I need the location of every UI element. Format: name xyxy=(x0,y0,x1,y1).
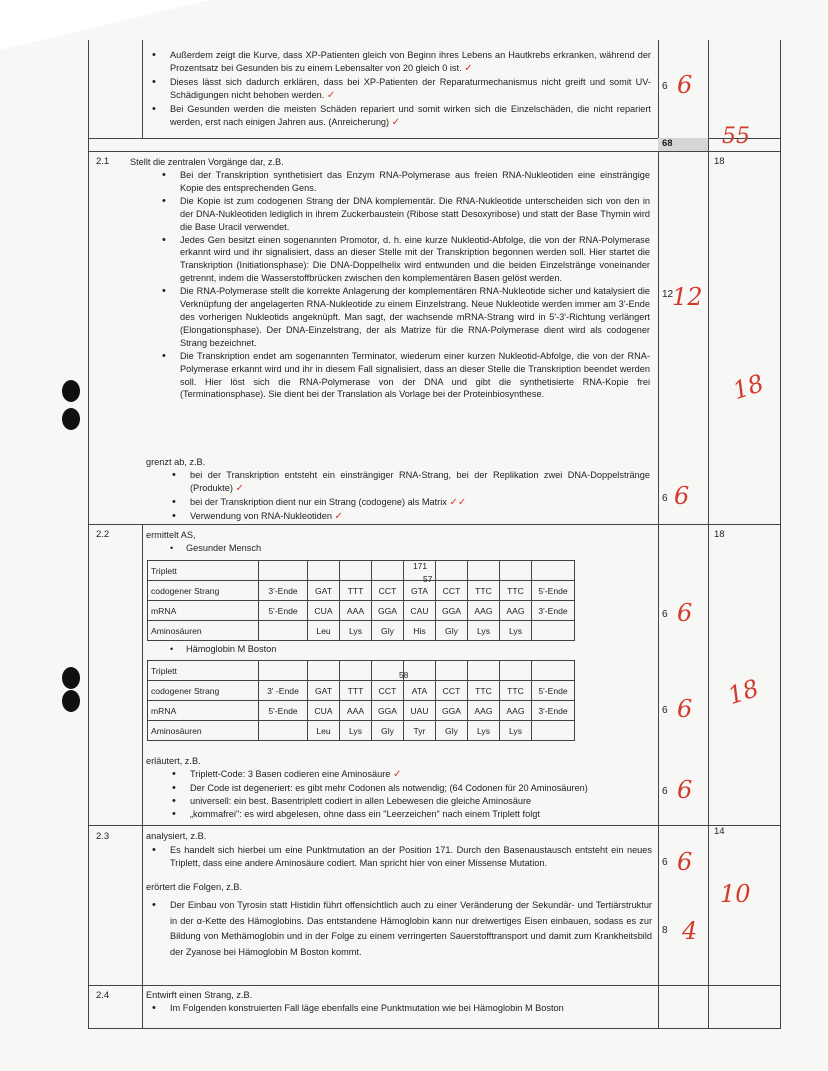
list-item: • Die Transkription endet am sogenannten Terminator, wiederum einer kurzen Nukleotid-Abfolge, die von der RNA-Polymerase erkannt wird und ihr in diesem Fall signalisiert, dass an dieser Stelle die Transkription beendet werden soll. Hier löst sich die RNA-Polymerase von der DNA und gibt die synthetisierte RNA-Kopie frei (Terminationsphase). Sie dient bei der Translation als Vorlage bei der Proteinbiosynthese. xyxy=(156,350,650,402)
score-printed: 6 xyxy=(662,705,668,716)
analysis-bullets xyxy=(146,844,652,870)
list-item: • bei der Transkription entsteht ein einsträngiger RNA-Strang, bei der Replikation zwei DNA-Doppelstränge (Produkte) ✓ xyxy=(166,469,650,496)
list-item: • „kommafrei": es wird abgelesen, ohne dass ein "Leerzeichen" nach einem Triplett folgt xyxy=(166,808,656,821)
section-max-points: 14 xyxy=(714,826,725,837)
list-item: • Der Code ist degeneriert: es gibt mehr Codonen als notwendig; (64 Codonen für 20 Aminosäuren) xyxy=(166,782,656,795)
table-row: Aminosäuren Leu Lys Gly Tyr Gly Lys Lys xyxy=(148,721,575,741)
score-handwritten: 6 xyxy=(674,482,690,510)
punch-hole xyxy=(62,667,80,689)
draft-bullets xyxy=(146,1002,656,1015)
score-handwritten: 6 xyxy=(677,848,693,876)
score-printed: 6 xyxy=(662,786,668,797)
section-subheading: erörtert die Folgen, z.B. xyxy=(146,882,243,892)
section-subheading: grenzt ab, z.B. xyxy=(146,457,206,467)
score-printed: 6 xyxy=(662,609,668,620)
score-handwritten: 6 xyxy=(677,776,693,804)
section-intro: Entwirft einen Strang, z.B. xyxy=(146,990,253,1000)
score-printed: 6 xyxy=(662,81,668,92)
score-handwritten: 4 xyxy=(682,917,698,945)
score-handwritten: 6 xyxy=(677,695,693,723)
list-item: • Im Folgenden konstruierten Fall läge ebenfalls eine Punktmutation wie bei Hämoglobin M Boston xyxy=(146,1002,656,1015)
list-item: • universell: ein best. Basentriplett codiert in allen Lebewesen die gleiche Aminosäure xyxy=(166,795,656,808)
section-max-points: 18 xyxy=(714,156,725,167)
list-item: • Die RNA-Polymerase stellt die korrekte Anlagerung der komplementären RNA-Nukleotide sicher und katalysiert die Verknüpfung der angelagerten RNA-Nukleotide zu einem Einzelstrang. Neue Nukleotide werden immer am 3'-Ende des vorherigen Nukleotids angeknüpft. Man sagt, der wachsende mRNA-Strang wird in 5'-3'-Richtung verlängert (Elongationsphase). Der DNA-Einzelstrang, der als Matrize für die RNA-Polymerase dient wird als codogener Strang bezeichnet. xyxy=(156,285,650,350)
total-score-handwritten: 55 xyxy=(722,124,750,149)
table-row: Triplett xyxy=(148,661,575,681)
transcription-bullets xyxy=(156,169,650,401)
score-handwritten: 6 xyxy=(677,71,693,99)
position-label: 57 xyxy=(423,574,433,584)
position-label: 171 xyxy=(413,561,427,571)
punch-hole xyxy=(62,408,80,430)
list-item: • bei der Transkription dient nur ein Strang (codogene) als Matrix ✓✓ xyxy=(166,496,650,510)
list-item: • Außerdem zeigt die Kurve, dass XP-Patienten gleich von Beginn ihres Lebens an Hautkrebs erkranken, während der Prozentsatz bei Gesunden bis zu einem Lebensalter von 20 gleich 0 ist. ✓ xyxy=(146,49,651,76)
section-subheading: erläutert, z.B. xyxy=(146,756,201,766)
score-handwritten: 12 xyxy=(672,283,703,311)
table-row: codogener Strang 3'-Ende GAT TTT CCT GTA CCT TTC TTC 5'-Ende xyxy=(148,581,575,601)
punch-hole xyxy=(62,380,80,402)
list-item: • Dieses lässt sich dadurch erklären, dass bei XP-Patienten der Reparaturmechanismus nicht greift und somit UV-Schädigungen nicht behoben werden. ✓ xyxy=(146,76,651,103)
section-max-points: 18 xyxy=(714,529,725,540)
code-property-bullets xyxy=(166,768,656,821)
list-item: • Bei der Transkription synthetisiert das Enzym RNA-Polymerase aus freien RNA-Nukleotiden eine einsträngige Kopie des entsprechenden Gens. xyxy=(156,169,650,195)
score-handwritten: 6 xyxy=(677,599,693,627)
list-item: • Die Kopie ist zum codogenen Strang der DNA komplementär. Die RNA-Nukleotide unterscheiden sich von den in der DNA-Nukleotiden lediglich in ihrem Zuckerbaustein (Ribose statt Desoxyribose) und statt der Base Thymin wird die Base Uracil verwendet. xyxy=(156,195,650,234)
table-row: mRNA 5'-Ende CUA AAA GGA UAU GGA AAG AAG 3'-Ende xyxy=(148,701,575,721)
sequence-table-mutant xyxy=(147,660,575,741)
score-printed: 6 xyxy=(662,857,668,868)
list-item: • Bei Gesunden werden die meisten Schäden repariert und somit wirken sich die Einzelschäden, die nicht repariert werden, erst nach einigen Jahren aus. (Anreicherung) ✓ xyxy=(146,103,651,130)
table-caption: • Hämoglobin M Boston xyxy=(170,644,277,654)
section-handwritten-points: 18 xyxy=(724,673,763,711)
table-row: codogener Strang 3' -Ende GAT TTT CCT ATA CCT TTC TTC 5'-Ende xyxy=(148,681,575,701)
section-intro: Stellt die zentralen Vorgänge dar, z.B. xyxy=(130,157,284,167)
list-item: • Triplett-Code: 3 Basen codieren eine Aminosäure ✓ xyxy=(166,768,656,782)
consequence-bullets xyxy=(146,898,652,960)
score-printed: 12 xyxy=(662,289,674,300)
list-item: • Es handelt sich hierbei um eine Punktmutation an der Position 171. Durch den Basenaustausch entsteht ein neues Triplett, dass eine andere Aminosäure codiert. Man spricht hier von einer Missense Mutation. xyxy=(146,844,652,870)
top-bullets xyxy=(146,49,651,129)
punch-hole xyxy=(62,690,80,712)
section-intro: ermittelt AS, xyxy=(146,530,196,540)
score-printed: 8 xyxy=(662,925,668,936)
table-row: mRNA 5'-Ende CUA AAA GGA CAU GGA AAG AAG 3'-Ende xyxy=(148,601,575,621)
table-caption: • Gesunder Mensch xyxy=(170,543,262,553)
folded-corner xyxy=(0,0,210,50)
total-score-printed: 68 xyxy=(658,138,708,151)
section-number: 2.3 xyxy=(96,831,110,842)
section-number: 2.1 xyxy=(96,156,110,167)
section-handwritten-points: 10 xyxy=(720,880,751,908)
table-row: Triplett xyxy=(148,561,575,581)
table-row: Aminosäuren Leu Lys Gly His Gly Lys Lys xyxy=(148,621,575,641)
list-item: • Verwendung von RNA-Nukleotiden ✓ xyxy=(166,510,650,524)
section-handwritten-points: 18 xyxy=(729,368,768,406)
section-number: 2.2 xyxy=(96,529,110,540)
score-printed: 6 xyxy=(662,493,668,504)
section-intro: analysiert, z.B. xyxy=(146,831,207,841)
list-item: • Der Einbau von Tyrosin statt Histidin führt offensichtlich auch zu einer Veränderung der Sekundär- und Tertiärstruktur in der α-Kette des Hämoglobins. Das entstandene Hämoglobin kann nur dreiwertiges Eisen einbauen, sodass es zur Bildung von Methämoglobin und in der Folge zu einem verringerten Sauerstofftransport und damit zum Krankheitsbild der Zyanose bei Hämoglobin M Boston kommt. xyxy=(146,898,652,960)
delimitation-bullets xyxy=(166,469,650,524)
sequence-table-healthy xyxy=(147,560,575,641)
section-number: 2.4 xyxy=(96,990,110,1001)
list-item: • Jedes Gen besitzt einen sogenannten Promotor, d. h. eine kurze Nukleotid-Abfolge, die von der RNA-Polymerase erkannt wird und ihr signalisiert, dass an dieser Stelle mit der Transkription begonnen werden soll. Hier startet die Transkription (Initiationsphase): Die DNA-Doppelhelix wird entwunden und die beiden Einzelstränge voneinander getrennt, indem die Wasserstoffbrücken zwischen den komplementären Basen gelöst werden. xyxy=(156,234,650,286)
position-label: 58 xyxy=(399,670,409,680)
